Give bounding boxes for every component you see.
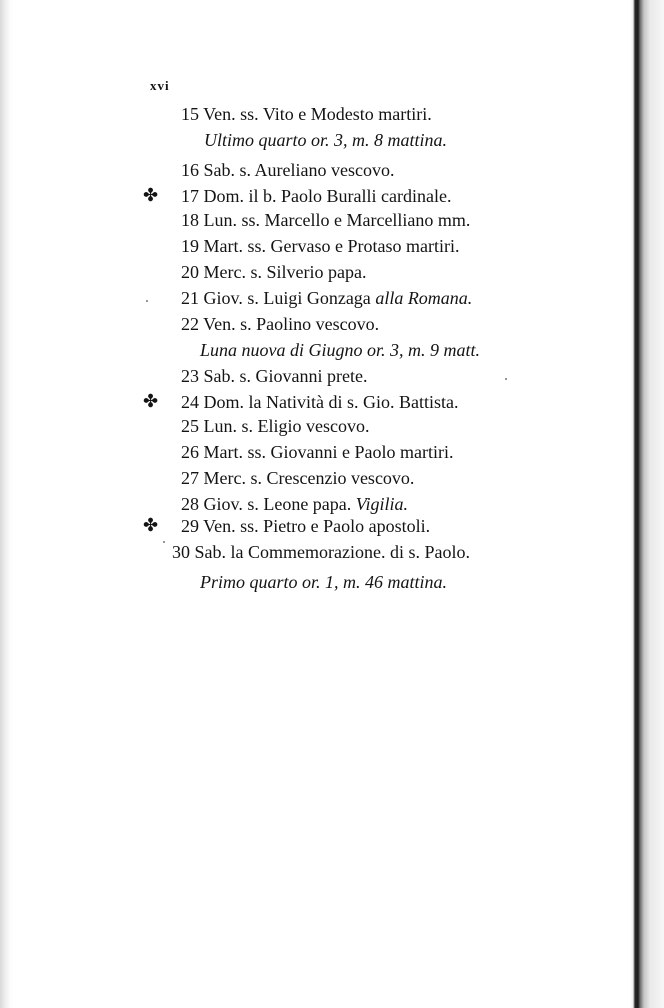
- calendar-entry-26: 26 Mart. ss. Giovanni e Paolo martiri.: [181, 442, 454, 462]
- moon-phase-new-moon: Luna nuova di Giugno or. 3, m. 9 matt.: [200, 340, 481, 360]
- calendar-entry-20: 20 Merc. s. Silverio papa.: [181, 262, 367, 282]
- moon-phase-last-quarter: Ultimo quarto or. 3, m. 8 mattina.: [204, 130, 448, 150]
- entry-28-note: Vigilia.: [355, 494, 408, 514]
- page-number: xvi: [150, 78, 170, 93]
- calendar-entry-23: 23 Sab. s. Giovanni prete.: [181, 366, 368, 386]
- cross-pattee-icon: ✤: [143, 515, 159, 536]
- calendar-entry-17: 17 Dom. il b. Paolo Buralli cardinale.: [181, 186, 452, 206]
- calendar-entry-30: 30 Sab. la Commemorazione. di s. Paolo.: [172, 542, 470, 562]
- calendar-entry-28: [181, 493, 408, 515]
- binding-edge: [630, 0, 664, 1008]
- cross-pattee-icon: ✤: [143, 185, 159, 206]
- moon-phase-first-quarter: Primo quarto or. 1, m. 46 mattina.: [200, 572, 448, 592]
- entry-21-main: 21 Giov. s. Luigi Gonzaga: [181, 288, 371, 308]
- calendar-entry-19: 19 Mart. ss. Gervaso e Protaso martiri.: [181, 236, 460, 256]
- entry-28-main: 28 Giov. s. Leone papa.: [181, 494, 352, 514]
- calendar-entry-25: 25 Lun. s. Eligio vescovo.: [181, 416, 370, 436]
- calendar-entry-16: 16 Sab. s. Aureliano vescovo.: [181, 160, 395, 180]
- calendar-entry-15: 15 Ven. ss. Vito e Modesto martiri.: [181, 104, 432, 124]
- calendar-entry-21: [181, 287, 472, 309]
- calendar-entry-22: 22 Ven. s. Paolino vescovo.: [181, 314, 380, 334]
- calendar-entry-24: 24 Dom. la Natività di s. Gio. Battista.: [181, 392, 459, 412]
- calendar-entry-18: 18 Lun. ss. Marcello e Marcelliano mm.: [181, 210, 471, 230]
- left-gutter-shadow: [0, 0, 14, 1008]
- entry-21-note: alla Romana.: [375, 288, 473, 308]
- calendar-entry-27: 27 Merc. s. Crescenzio vescovo.: [181, 468, 415, 488]
- cross-pattee-icon: ✤: [143, 391, 159, 412]
- calendar-entry-29: 29 Ven. ss. Pietro e Paolo apostoli.: [181, 516, 431, 536]
